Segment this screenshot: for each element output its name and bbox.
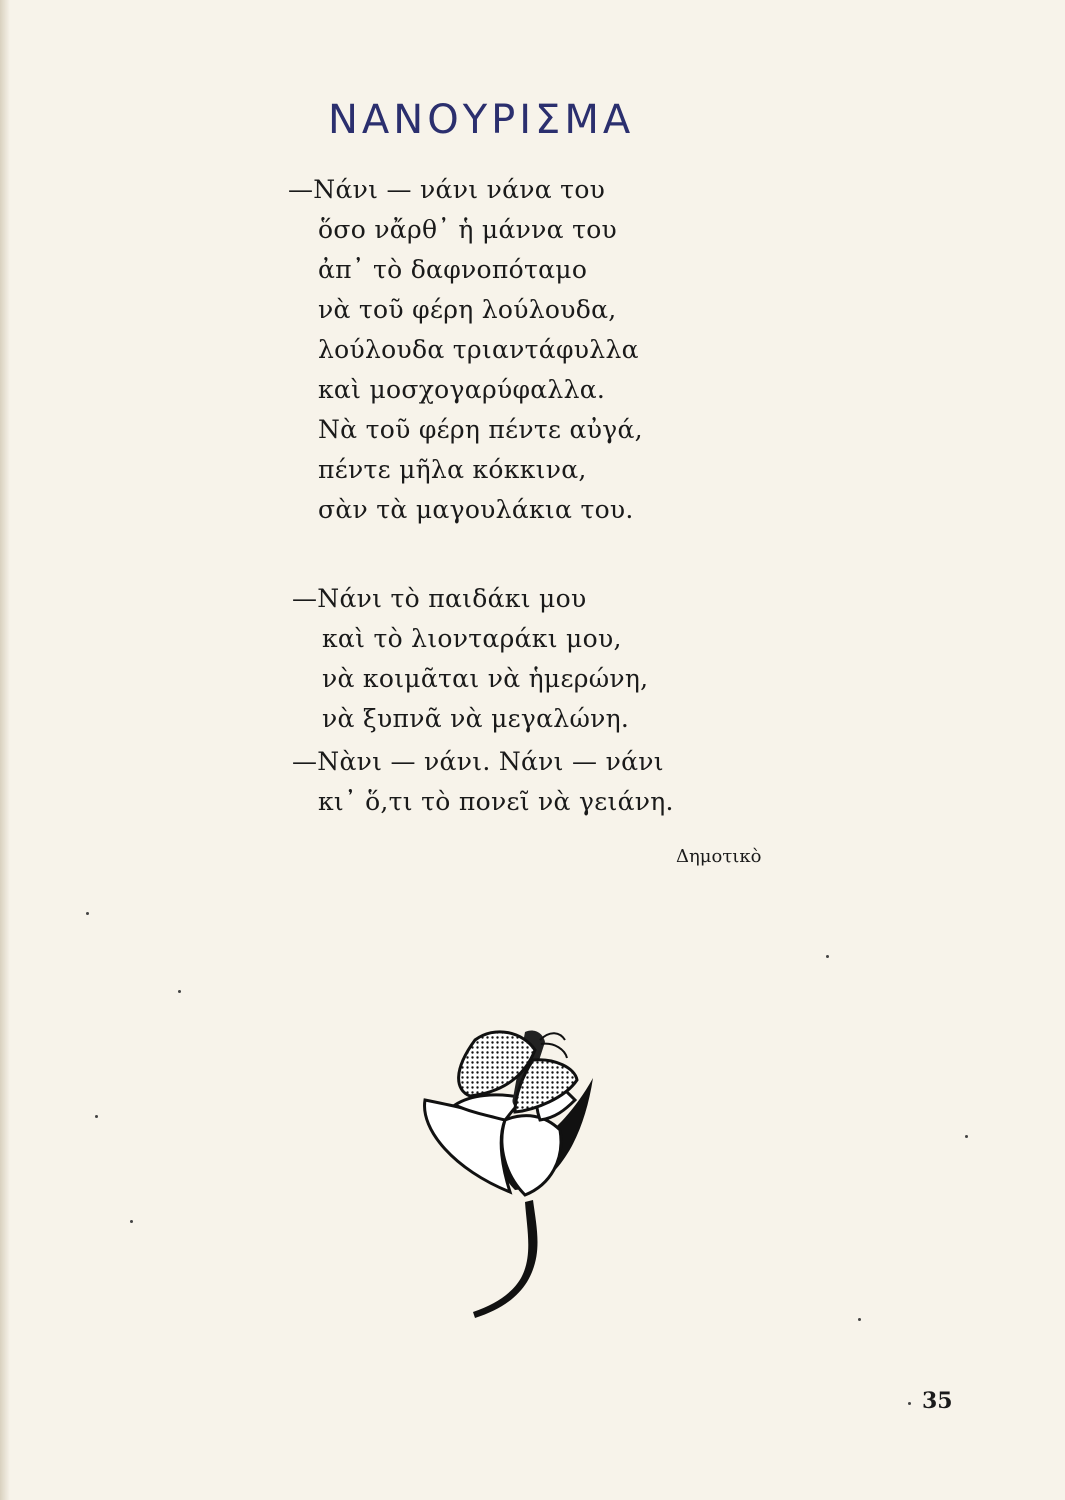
print-speck <box>908 1402 911 1405</box>
poem-line: —Νάνι τὸ παιδάκι μου <box>292 584 587 613</box>
poem-line: καὶ τὸ λιονταράκι μου, <box>322 624 622 653</box>
page-edge <box>0 0 10 1500</box>
print-speck <box>86 912 89 915</box>
print-speck <box>178 990 181 993</box>
poem-line: καὶ μοσχογαρύφαλλα. <box>318 375 606 404</box>
poem-line: λούλουδα τριαντάφυλλα <box>318 335 639 364</box>
poem-title: ΝΑΝΟΥΡΙΣΜΑ <box>328 97 635 143</box>
rose-bud-with-butterfly-icon <box>415 1020 615 1330</box>
poem-author: Δημοτικὸ <box>676 846 762 867</box>
poem-line: νὰ τοῦ φέρη λούλουδα, <box>318 295 617 324</box>
poem-line: πέντε μῆλα κόκκινα, <box>318 455 587 484</box>
print-speck <box>826 955 829 958</box>
print-speck <box>130 1220 133 1223</box>
poem-line: —Νὰνι — νάνι. Νάνι — νάνι <box>292 747 664 776</box>
print-speck <box>965 1135 968 1138</box>
poem-line: σὰν τὰ μαγουλάκια του. <box>318 495 634 524</box>
poem-line: ὅσο νἄρθ᾿ ἡ μάννα του <box>318 215 618 244</box>
poem-line: νὰ κοιμᾶται νὰ ἡμερώνη, <box>322 664 649 693</box>
poem-line: νὰ ξυπνᾶ νὰ μεγαλώνη. <box>322 704 630 733</box>
poem-line: ἀπ᾿ τὸ δαφνοπόταμο <box>318 255 588 284</box>
poem-line: κι᾿ ὅ,τι τὸ πονεῖ νὰ γειάνη. <box>318 787 674 816</box>
poem-line: —Νάνι — νάνι νάνα του <box>288 175 606 204</box>
page-number: 35 <box>922 1388 953 1414</box>
poem-line: Νὰ τοῦ φέρη πέντε αὐγά, <box>318 415 643 444</box>
print-speck <box>95 1115 98 1118</box>
print-speck <box>858 1318 861 1321</box>
